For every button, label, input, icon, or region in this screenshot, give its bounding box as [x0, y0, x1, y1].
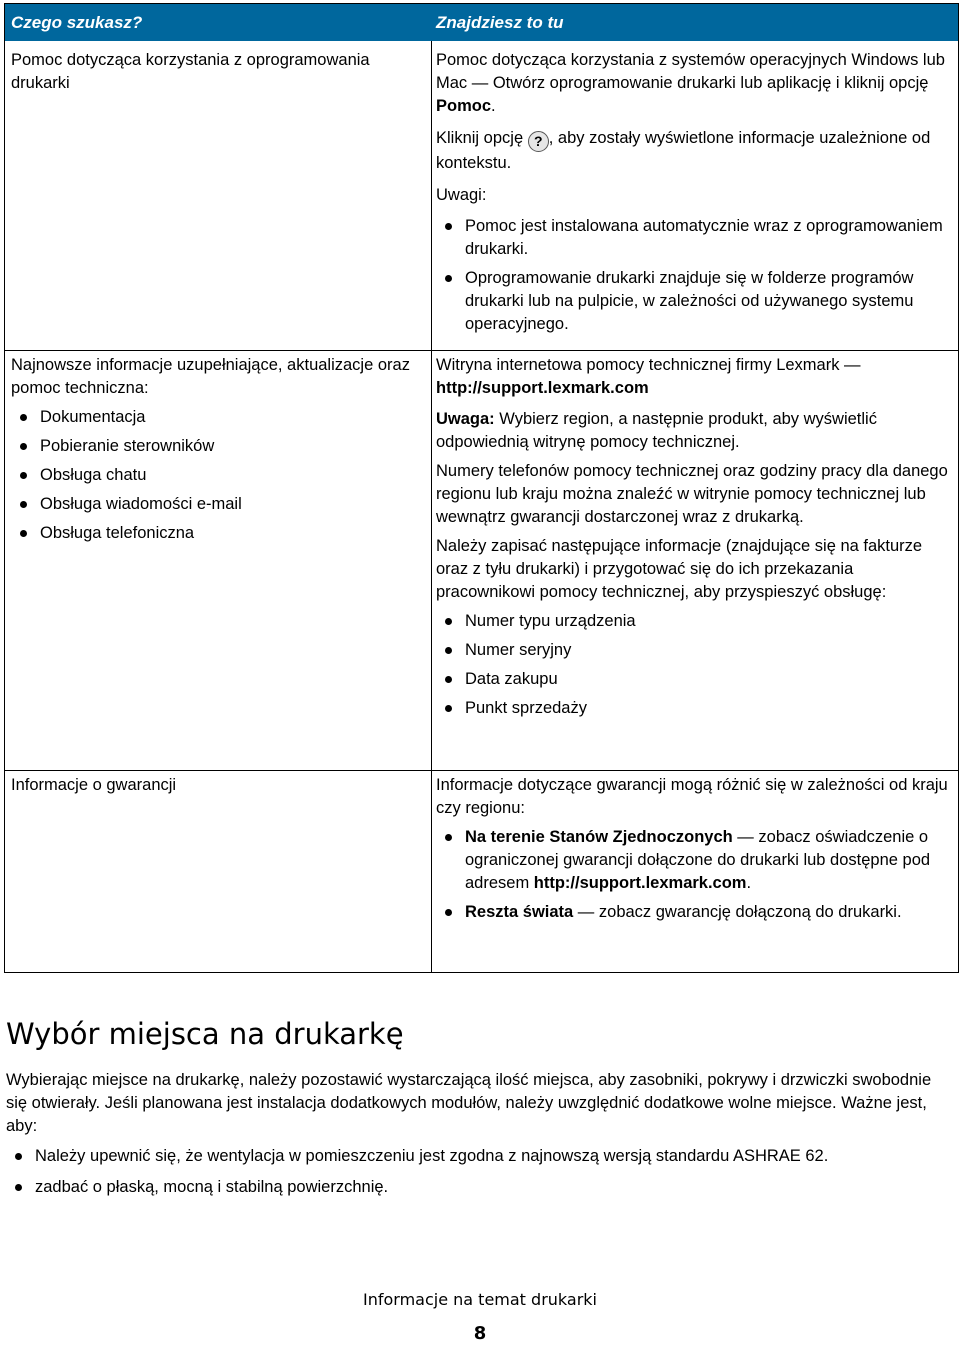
row1-left-text: Pomoc dotycząca korzystania z oprogramowania drukarki: [11, 51, 370, 92]
row1-p2-after: , aby zostały wyświetlone informacje uzależnione od kontekstu.: [436, 129, 931, 172]
header-right: Znajdziesz to tu: [436, 13, 564, 32]
row3-right-p1: Informacje dotyczące gwarancji mogą różnić się w zależności od kraju czy regionu:: [436, 776, 948, 817]
table-header: [5, 4, 958, 41]
footer-label: Informacje na temat drukarki: [363, 1290, 597, 1309]
row1-right: [436, 49, 956, 336]
list-item: Obsługa wiadomości e-mail: [11, 493, 423, 516]
list-item: [436, 826, 956, 895]
warranty-url[interactable]: http://support.lexmark.com: [533, 874, 747, 892]
row2-right-p3: Numery telefonów pomocy technicznej oraz godziny pracy dla danego regionu lub kraju można znaleźć w witrynie pomocy technicznej lub wewnątrz gwarancji dostarczonej wraz z drukarką.: [436, 462, 948, 526]
help-icon: ?: [528, 131, 549, 152]
list-item: Obsługa chatu: [11, 464, 423, 487]
pomoc-bold: Pomoc: [436, 97, 492, 115]
support-url[interactable]: http://support.lexmark.com: [436, 379, 649, 397]
note-text: Wybierz region, a następnie produkt, aby wyświetlić odpowiednią witrynę pomocy technicznej.: [436, 410, 877, 451]
column-divider: [431, 41, 432, 972]
info-list: [436, 610, 956, 720]
row2-left: [11, 354, 423, 545]
list-item: [436, 901, 956, 924]
row3-left: [11, 774, 423, 797]
rest-bold: Reszta świata: [465, 903, 574, 921]
row3-right: [436, 774, 956, 924]
support-list: [11, 406, 423, 545]
warranty-list: [436, 826, 956, 924]
list-item: Numer seryjny: [436, 639, 956, 662]
row2-right: [436, 354, 956, 720]
row2-note: [436, 408, 956, 454]
note-label: Uwaga:: [436, 410, 495, 428]
row2-right-p4: Należy zapisać następujące informacje (znajdujące się na fakturze oraz z tyłu drukarki) i przygotować się do ich przekazania pracownikowi pomocy technicznej, aby przyspieszyć obsługę:: [436, 537, 923, 601]
item1-end: .: [746, 874, 752, 892]
notes-label: Uwagi:: [436, 186, 487, 204]
section-body: [6, 1069, 956, 1199]
row1-p1-text: Pomoc dotycząca korzystania z systemów operacyjnych Windows lub Mac — Otwórz oprogramowanie drukarki lub aplikację i kliknij opcję: [436, 51, 945, 92]
header-left: Czego szukasz?: [11, 13, 143, 32]
list-item: Pomoc jest instalowana automatycznie wraz z oprogramowaniem drukarki.: [436, 215, 956, 261]
row-divider-1: [5, 350, 958, 351]
row1-left: [11, 49, 423, 95]
notes-list: [436, 215, 956, 336]
item1-text: — zobacz oświadczenie o ograniczonej gwarancji dołączone do drukarki lub dostępne pod adresem: [465, 828, 931, 892]
row2-left-intro: Najnowsze informacje uzupełniające, aktualizacje oraz pomoc techniczna:: [11, 356, 410, 397]
row1-p1-end: .: [491, 97, 496, 115]
list-item: Pobieranie sterowników: [11, 435, 423, 458]
list-item: Dokumentacja: [11, 406, 423, 429]
row1-right-p1: [436, 49, 956, 118]
section-intro: Wybierając miejsce na drukarkę, należy pozostawić wystarczającą ilość miejsca, aby zasobniki, pokrywy i drzwiczki swobodnie się otwierały. Jeśli planowana jest instalacja dodatkowych modułów, należy uwzględnić dodatkowe wolne miejsce. Ważne jest, aby:: [6, 1071, 932, 1135]
list-item: Punkt sprzedaży: [436, 697, 956, 720]
row1-p2-before: Kliknij opcję: [436, 129, 528, 147]
help-table: [4, 3, 959, 973]
item2-text: — zobacz gwarancję dołączoną do drukarki.: [573, 903, 902, 921]
section-title: Wybór miejsca na drukarkę: [6, 1017, 404, 1051]
section-list: [6, 1145, 956, 1199]
list-item: Należy upewnić się, że wentylacja w pomieszczeniu jest zgodna z najnowszą wersją standardu ASHRAE 62.: [6, 1145, 956, 1168]
list-item: zadbać o płaską, mocną i stabilną powierzchnię.: [6, 1176, 956, 1199]
row1-right-p2: [436, 127, 956, 175]
row2-right-p1: Witryna internetowa pomocy technicznej firmy Lexmark —: [436, 356, 861, 374]
list-item: Numer typu urządzenia: [436, 610, 956, 633]
list-item: Obsługa telefoniczna: [11, 522, 423, 545]
row3-left-text: Informacje o gwarancji: [11, 776, 177, 794]
us-bold: Na terenie Stanów Zjednoczonych: [465, 828, 733, 846]
page-number: 8: [473, 1323, 487, 1344]
list-item: Data zakupu: [436, 668, 956, 691]
row-divider-2: [5, 770, 958, 771]
list-item: Oprogramowanie drukarki znajduje się w folderze programów drukarki lub na pulpicie, w zależności od używanego systemu operacyjnego.: [436, 267, 956, 336]
